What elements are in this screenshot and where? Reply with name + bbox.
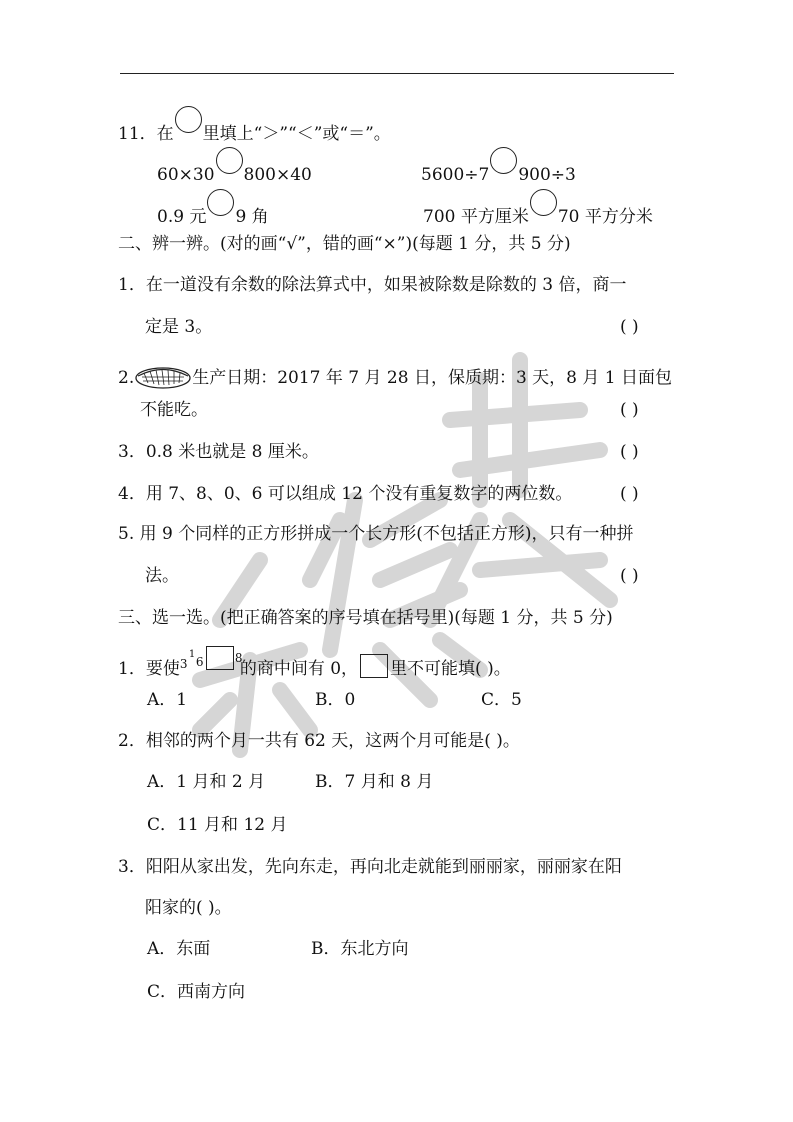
s3-q2-option-a[interactable]: A．1 月和 2 月 <box>147 772 266 792</box>
compare-circle[interactable] <box>207 189 234 216</box>
digit-box[interactable] <box>360 654 388 678</box>
answer-paren[interactable]: ( ) <box>620 442 639 462</box>
s3-q3-line1: 3．阳阳从家出发，先向东走，再向北走就能到丽丽家，丽丽家在阳 <box>118 857 622 877</box>
s3-q1-option-c[interactable]: C．5 <box>481 690 522 710</box>
answer-paren[interactable]: ( ) <box>620 317 639 337</box>
s3-q1-option-b[interactable]: B．0 <box>315 690 356 710</box>
s3-q3-option-a[interactable]: A．东面 <box>147 939 211 959</box>
q11-item-a: 60×30 800×40 <box>157 155 312 185</box>
compare-circle[interactable] <box>216 147 243 174</box>
q11-instruction: 11．在 里填上“＞”“＜”或“＝”。 <box>118 114 391 144</box>
s3-q3-line2: 阳家的( )。 <box>145 898 232 918</box>
s3-q3-option-b[interactable]: B．东北方向 <box>311 939 409 959</box>
compare-circle[interactable] <box>490 147 517 174</box>
section3-title: 三、选一选。(把正确答案的序号填在括号里)(每题 1 分，共 5 分) <box>118 608 613 628</box>
answer-paren[interactable]: ( ) <box>620 484 639 504</box>
s2-q3: 3．0.8 米也就是 8 厘米。 <box>118 442 319 462</box>
s3-q2-option-b[interactable]: B．7 月和 8 月 <box>315 772 434 792</box>
digit-box[interactable] <box>206 646 234 670</box>
s3-q2-option-c[interactable]: C．11 月和 12 月 <box>147 815 288 835</box>
s2-q2-line1: 2. 生产日期：2017 年 7 月 28 日，保质期：3 天，8 月 1 日面包 <box>118 363 672 389</box>
q11-item-b: 5600÷7 900÷3 <box>421 155 576 185</box>
s2-q1-line1: 1．在一道没有余数的除法算式中，如果被除数是除数的 3 倍，商一 <box>118 275 627 295</box>
compare-circle[interactable] <box>530 189 557 216</box>
s3-q3-option-c[interactable]: C．西南方向 <box>147 982 246 1002</box>
compare-circle[interactable] <box>175 106 202 133</box>
s3-q2: 2．相邻的两个月一共有 62 天，这两个月可能是( )。 <box>118 731 520 751</box>
answer-paren[interactable]: ( ) <box>620 566 639 586</box>
bread-icon <box>134 363 192 389</box>
s2-q4: 4．用 7、8、0、6 可以组成 12 个没有重复数字的两位数。 <box>118 484 573 504</box>
header-rule <box>120 73 674 74</box>
q11-item-d: 700 平方厘米 70 平方分米 <box>423 197 653 227</box>
section2-title: 二、辨一辨。(对的画“√”，错的画“×”)(每题 1 分，共 5 分) <box>118 234 571 254</box>
s3-q1: 1．要使 3 1 6 8 的商中间有 0， 里不可能填( )。 <box>118 654 511 679</box>
s2-q5-line2: 法。 <box>145 566 179 586</box>
s2-q2-line2: 不能吃。 <box>140 400 208 420</box>
s2-q1-line2: 定是 3。 <box>145 317 213 337</box>
s2-q5-line1: 5. 用 9 个同样的正方形拼成一个长方形(不包括正方形)，只有一种拼 <box>118 524 634 544</box>
division-expression: 3 1 6 8 <box>180 654 240 674</box>
answer-paren[interactable]: ( ) <box>620 400 639 420</box>
q11-item-c: 0.9 元 9 角 <box>157 197 269 227</box>
s3-q1-option-a[interactable]: A．1 <box>147 690 188 710</box>
